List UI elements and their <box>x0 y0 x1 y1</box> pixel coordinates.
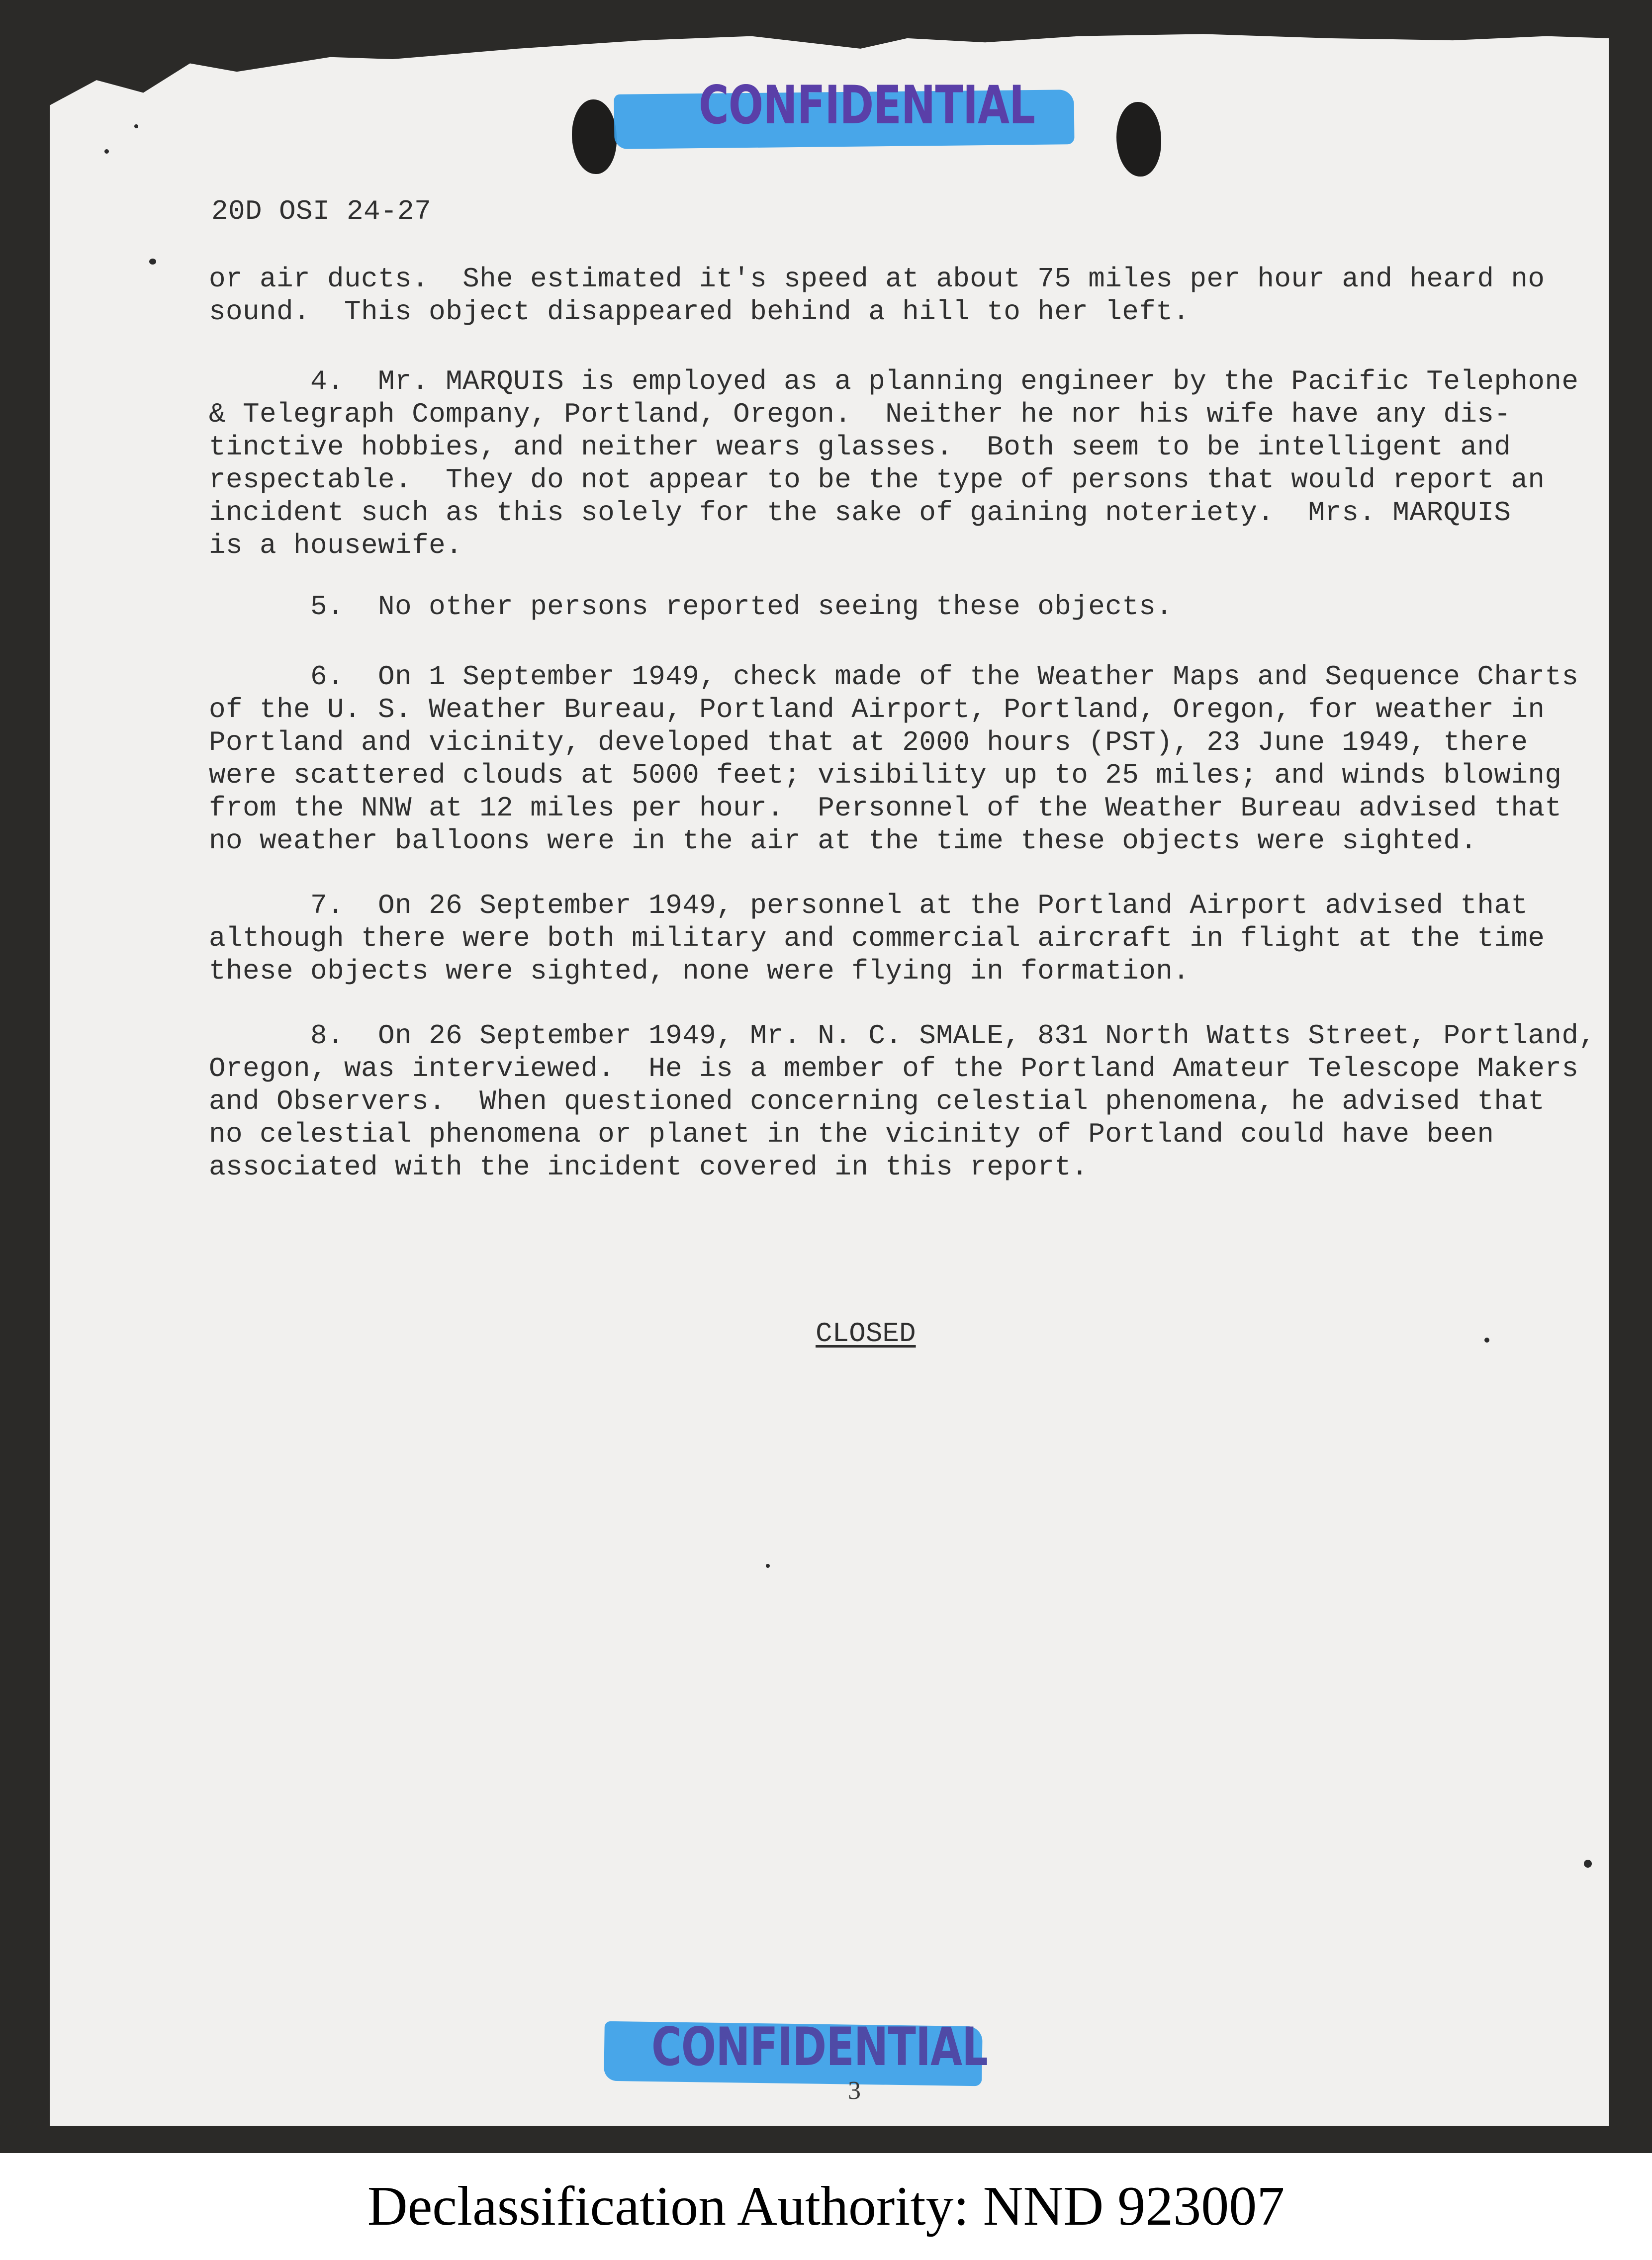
confidential-stamp-top: CONFIDENTIAL <box>699 75 1035 136</box>
scan-speck <box>766 1564 770 1568</box>
scan-speck <box>1584 1860 1592 1868</box>
scan-speck <box>134 124 138 128</box>
confidential-stamp-bottom: CONFIDENTIAL <box>651 2016 988 2078</box>
scan-speck <box>1484 1338 1489 1343</box>
punch-hole-right <box>1116 102 1161 177</box>
paragraph-continuation: or air ducts. She estimated it's speed at about 75 miles per hour and heard no sound. This object disappeared behind a hill to her left. <box>209 263 1545 328</box>
punch-hole-left <box>572 99 617 174</box>
paragraph-8: 8. On 26 September 1949, Mr. N. C. SMALE, 831 North Watts Street, Portland, Oregon, was interviewed. He is a member of the Portland Amateur Telescope Makers and Observers. When questioned concerning celestial phenomena, he advised that no celestial phenomena or planet in the vicinity of Portland could have been associated with the incident covered in this report. <box>209 1020 1596 1183</box>
paragraph-6: 6. On 1 September 1949, check made of the Weather Maps and Sequence Charts of the U. S. Weather Bureau, Portland Airport, Portland, Oregon, for weather in Portland and vicinity, developed that at 2000 hours (PST), 23 June 1949, there were scattered clouds at 5000 feet; visibility up to 25 miles; and winds blowing from the NNW at 12 miles per hour. Personnel of the Weather Bureau advised that no weather balloons were in the air at the time these objects were sighted. <box>209 661 1579 857</box>
file-reference: 20D OSI 24-27 <box>211 195 432 227</box>
paragraph-5: 5. No other persons reported seeing these objects. <box>209 591 1173 623</box>
paragraph-7: 7. On 26 September 1949, personnel at the Portland Airport advised that although there were both military and commercial aircraft in flight at the time these objects were sighted, none were flying in formation. <box>209 890 1545 987</box>
scan-speck <box>104 149 109 154</box>
scan-speck <box>149 259 156 265</box>
caption-bar <box>0 2153 1652 2260</box>
page-number: 3 <box>848 2077 861 2105</box>
declassification-caption: Declassification Authority: NND 923007 <box>367 2175 1285 2237</box>
closed-label: CLOSED <box>816 1318 916 1350</box>
paragraph-4: 4. Mr. MARQUIS is employed as a planning engineer by the Pacific Telephone & Telegraph Company, Portland, Oregon. Neither he nor his wife have any dis- tinctive hobbies, and neither wears glasses. Both seem to be intelligent and respectable. They do not appear to be the type of persons that would report an incident such as this solely for the sake of gaining noteriety. Mrs. MARQUIS is a housewife. <box>209 365 1579 561</box>
